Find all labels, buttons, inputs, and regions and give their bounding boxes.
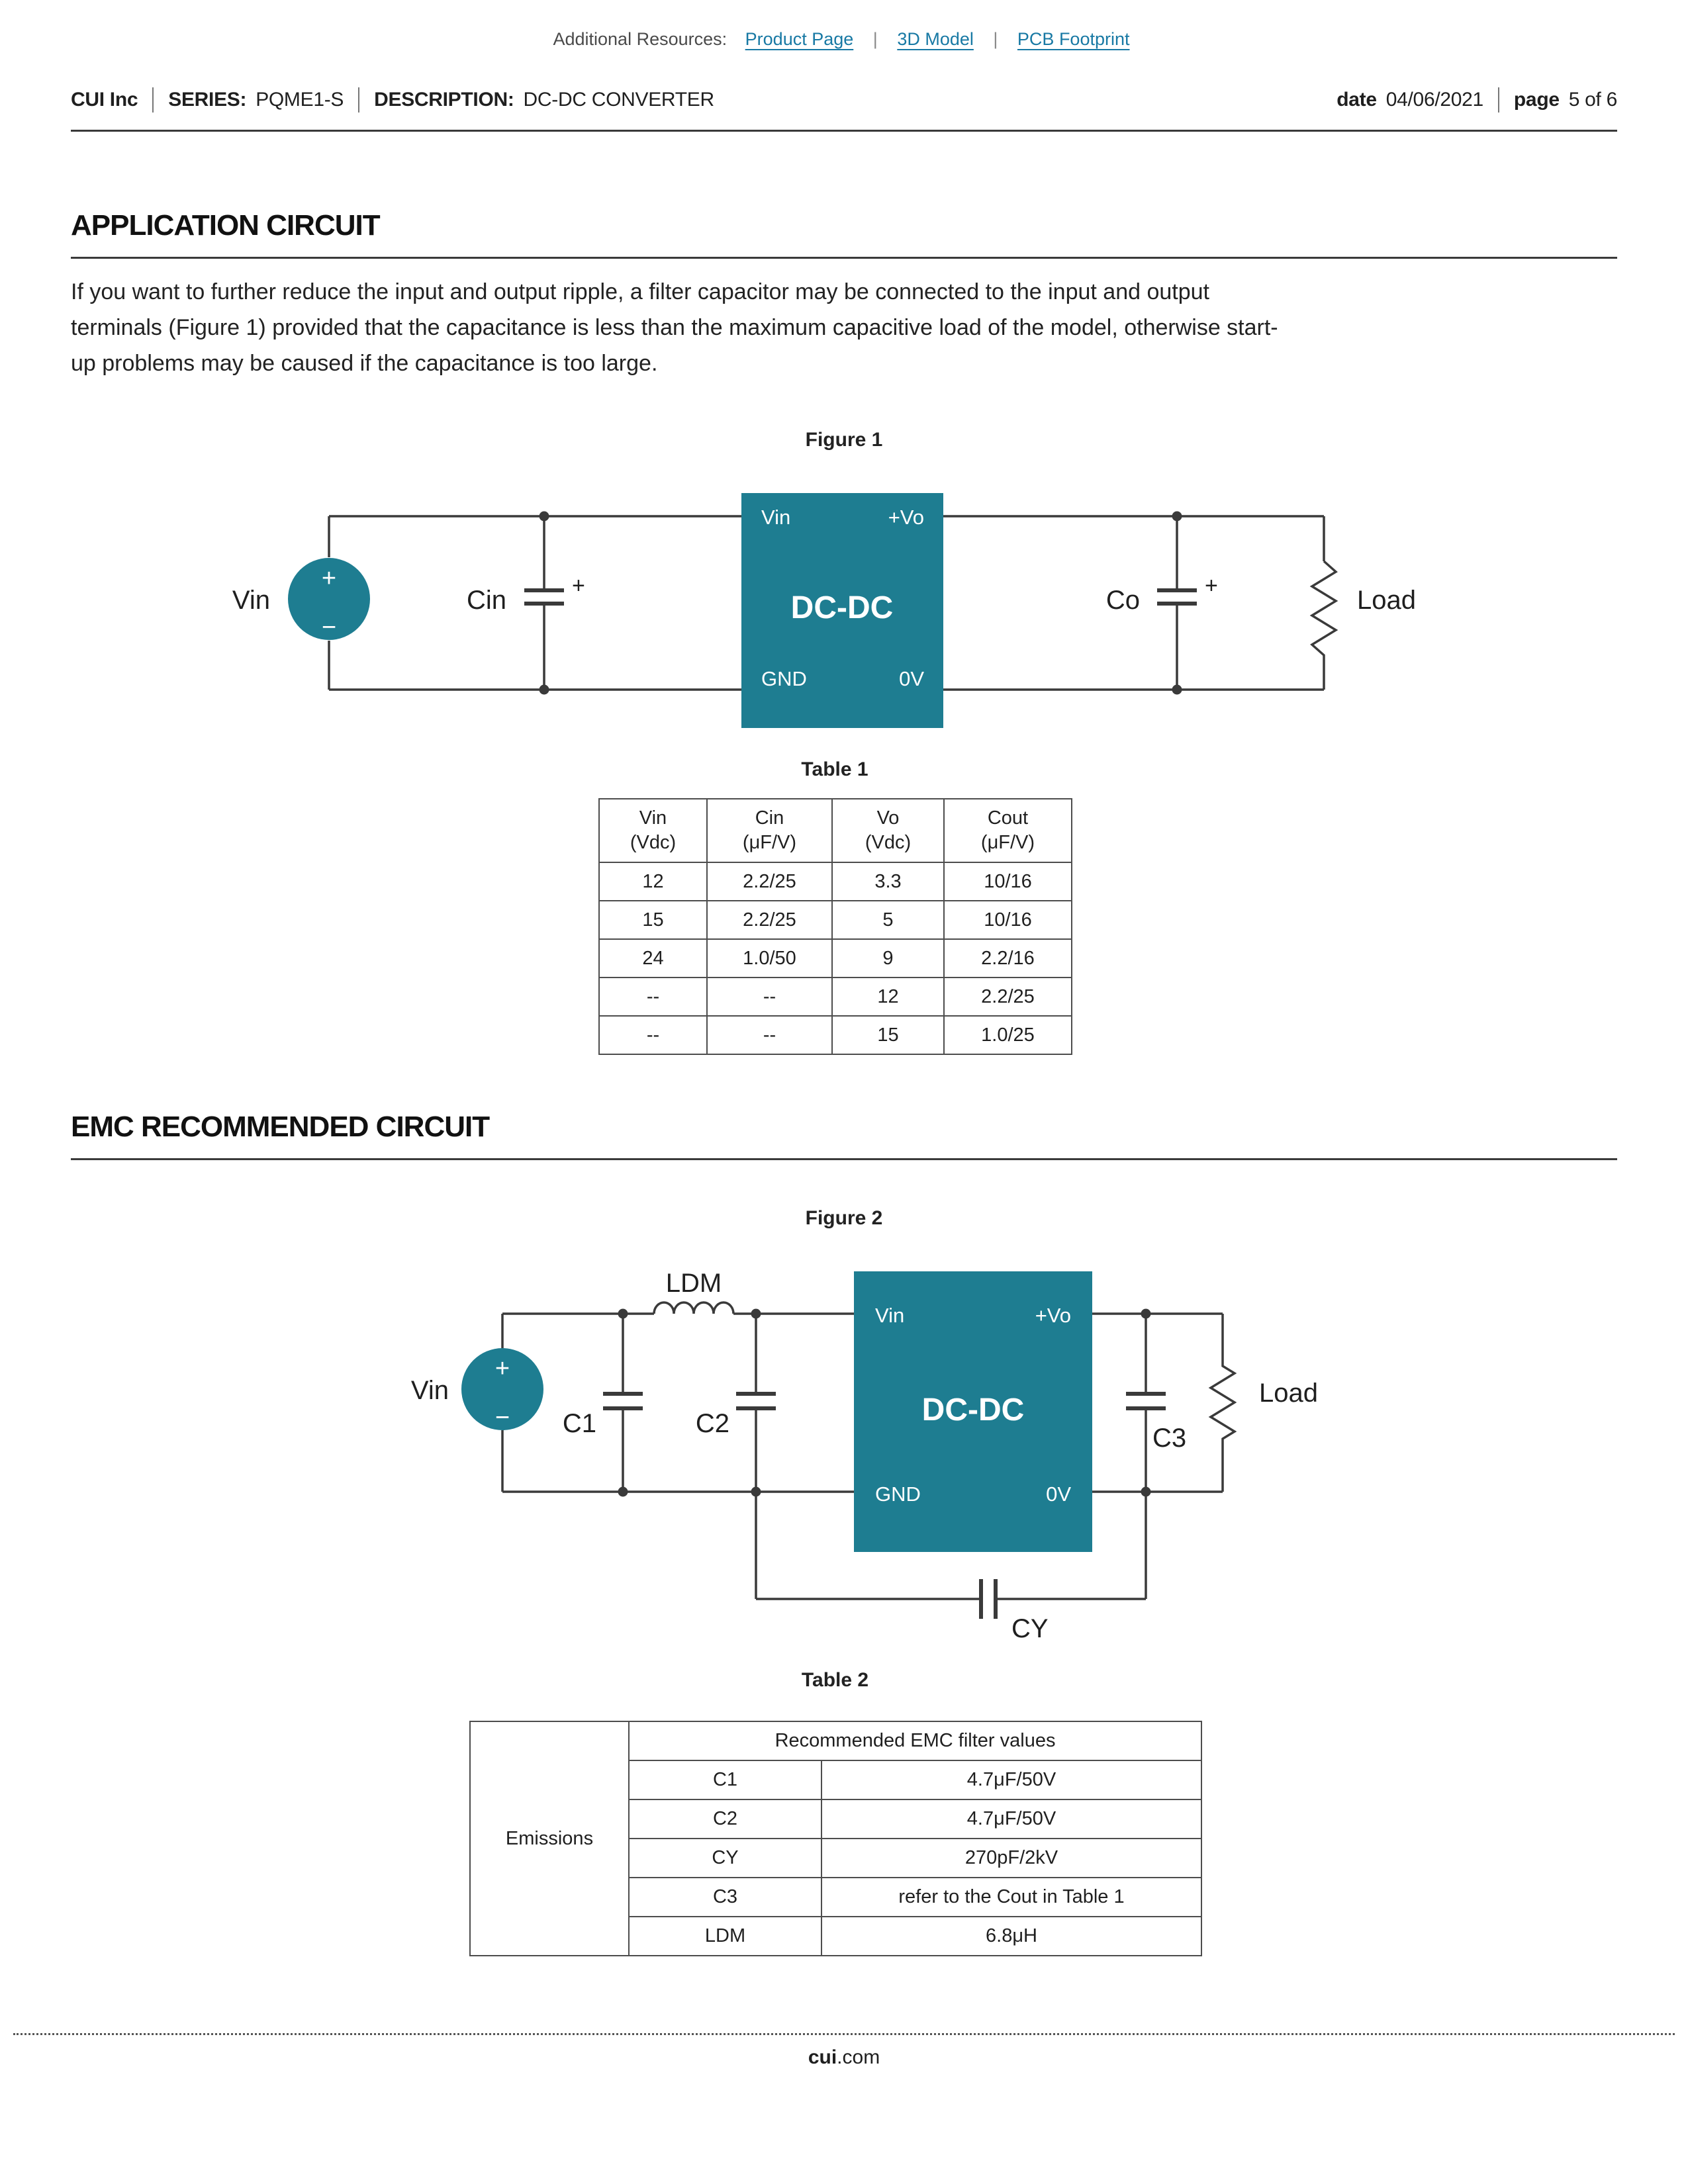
table1-cell: 5 [832,901,944,939]
table1-cell: -- [707,978,832,1016]
divider [1498,87,1499,113]
table2-param: C2 [629,1799,821,1839]
company-name: CUI Inc [71,89,138,111]
footer [0,2046,1688,2069]
block-pin-0v: 0V [1046,1482,1071,1506]
fig1-vin-label: Vin [232,586,270,615]
table-row [470,1721,1201,1760]
page-number: 5 of 6 [1568,89,1617,111]
table1-header-vo [832,799,944,862]
product-page-link[interactable]: Product Page [745,29,854,49]
fig1-cin-polarity: + [572,573,585,598]
pcb-footprint-link[interactable]: PCB Footprint [1017,29,1130,49]
cy-capacitor-plates [981,1579,996,1619]
fig1-co-label: Co [1105,586,1140,615]
table2-value: 4.7μF/50V [821,1799,1201,1839]
resources-label: Additional Resources: [553,29,727,49]
junction-dot [539,685,549,695]
header-rule [71,130,1617,132]
fig2-c2-label: C2 [695,1409,729,1438]
ldm-inductor-coil [654,1302,733,1314]
table1-cell: 3.3 [832,862,944,901]
divider [152,87,154,113]
fig2-c1-label: C1 [562,1409,596,1438]
cin-capacitor-plates [524,590,564,604]
paragraph-line: terminals (Figure 1) provided that the capacitance is less than the maximum capacitive load of the model, otherwise start- [71,315,1278,340]
header-unit: (Vdc) [630,832,677,853]
table1-header-vin [599,799,707,862]
table1-cell: 1.0/25 [944,1016,1072,1054]
table2-value: 4.7μF/50V [821,1760,1201,1799]
source-minus-sign: − [321,614,337,641]
table-row [599,978,1072,1016]
table2-param: LDM [629,1917,821,1956]
table2-value: refer to the Cout in Table 1 [821,1878,1201,1917]
junction-dot [618,1487,628,1497]
date-label: date [1336,89,1377,111]
junction-dot [1141,1487,1151,1497]
fig2-vin-label: Vin [410,1376,449,1405]
header-name: Vo [876,807,900,829]
divider [358,87,359,113]
figure2-caption: Figure 2 [805,1207,883,1229]
table1-header-cin [707,799,832,862]
junction-dot [618,1309,628,1319]
header-left [71,87,714,113]
table1-cell: 2.2/25 [707,901,832,939]
footer-rule [13,2033,1675,2035]
table2-caption: Table 2 [801,1669,869,1691]
header-name: Cout [987,807,1029,829]
block-name: DC-DC [921,1392,1025,1428]
table1-cell: 12 [599,862,707,901]
junction-dot [751,1309,761,1319]
3d-model-link[interactable]: 3D Model [897,29,974,49]
table1-header-cout [944,799,1072,862]
junction-dot [1172,685,1182,695]
table-row [599,901,1072,939]
fig1-load-label: Load [1357,586,1416,615]
table1-cell: 15 [832,1016,944,1054]
junction-dot [1141,1309,1151,1319]
table1-cell: 2.2/25 [707,862,832,901]
document-header [71,87,1617,113]
series-label: SERIES: [168,89,247,111]
header-unit: (μF/V) [980,832,1035,853]
table1-cell: 10/16 [944,901,1072,939]
c2-capacitor-plates [736,1394,776,1408]
fig2-cy-label: CY [1011,1614,1049,1643]
source-plus-sign: + [321,565,337,592]
fig2-ldm-label: LDM [665,1269,722,1298]
footer-brand: cui [808,2046,837,2068]
table1-cell: 24 [599,939,707,978]
c3-capacitor-plates [1126,1394,1166,1408]
block-pin-vin: Vin [761,506,791,529]
source-plus-sign: + [494,1355,510,1383]
table2-emissions-cell: Emissions [470,1721,629,1956]
table2-header: Recommended EMC filter values [629,1721,1201,1760]
application-paragraph [71,274,1646,381]
link-separator: | [872,29,878,49]
co-capacitor-plates [1157,590,1197,604]
table1-cell: -- [707,1016,832,1054]
load-resistor [1211,1358,1235,1447]
section-title-emc-circuit: EMC RECOMMENDED CIRCUIT [71,1111,490,1143]
table1-cell: -- [599,1016,707,1054]
table1-cell: 1.0/50 [707,939,832,978]
header-unit: (μF/V) [742,832,797,853]
table-row [599,939,1072,978]
table1-cell: -- [599,978,707,1016]
table2-param: C3 [629,1878,821,1917]
fig1-co-polarity: + [1205,573,1218,598]
section-rule [71,257,1617,259]
c1-capacitor-plates [603,1394,643,1408]
table-row [599,862,1072,901]
block-pin-0v: 0V [899,667,924,690]
section-title-application-circuit: APPLICATION CIRCUIT [71,209,380,242]
table2-param: C1 [629,1760,821,1799]
block-name: DC-DC [790,590,894,625]
header-unit: (Vdc) [865,832,912,853]
table2-value: 270pF/2kV [821,1839,1201,1878]
fig2-load-label: Load [1259,1379,1318,1408]
header-name: Cin [755,807,784,829]
load-resistor [1312,561,1336,663]
additional-resources-bar [0,29,1688,50]
junction-dot [1172,512,1182,522]
block-pin-gnd: GND [875,1482,921,1506]
paragraph-line: If you want to further reduce the input and output ripple, a filter capacitor may be connected to the input and output [71,279,1209,304]
header-right [1336,87,1617,113]
fig1-cin-label: Cin [466,586,506,615]
table1-cell: 9 [832,939,944,978]
table1 [598,798,1072,1055]
table-row [599,1016,1072,1054]
fig2-c3-label: C3 [1152,1424,1187,1453]
description-label: DESCRIPTION: [374,89,514,111]
figure2-circuit [0,1242,1688,1678]
description-value: DC-DC CONVERTER [523,89,714,111]
link-separator: | [993,29,998,49]
table1-cell: 2.2/25 [944,978,1072,1016]
junction-dot [539,512,549,522]
table1-cell: 10/16 [944,862,1072,901]
table2 [469,1721,1202,1956]
block-pin-vin: Vin [875,1304,905,1327]
series-value: PQME1-S [256,89,344,111]
footer-suffix: .com [837,2046,880,2068]
block-pin-vo: +Vo [1035,1304,1071,1327]
page-label: page [1513,89,1560,111]
source-minus-sign: − [494,1404,510,1432]
table1-cell: 15 [599,901,707,939]
block-pin-gnd: GND [761,667,807,690]
table2-value: 6.8μH [821,1917,1201,1956]
table1-caption: Table 1 [801,758,868,780]
paragraph-line: up problems may be caused if the capacitance is too large. [71,351,658,376]
table2-param: CY [629,1839,821,1878]
date-value: 04/06/2021 [1385,89,1483,111]
figure1-circuit [0,463,1688,754]
junction-dot [751,1487,761,1497]
table1-cell: 12 [832,978,944,1016]
section-rule [71,1158,1617,1160]
figure1-caption: Figure 1 [805,429,883,451]
table1-cell: 2.2/16 [944,939,1072,978]
header-name: Vin [639,807,667,829]
block-pin-vo: +Vo [888,506,924,529]
